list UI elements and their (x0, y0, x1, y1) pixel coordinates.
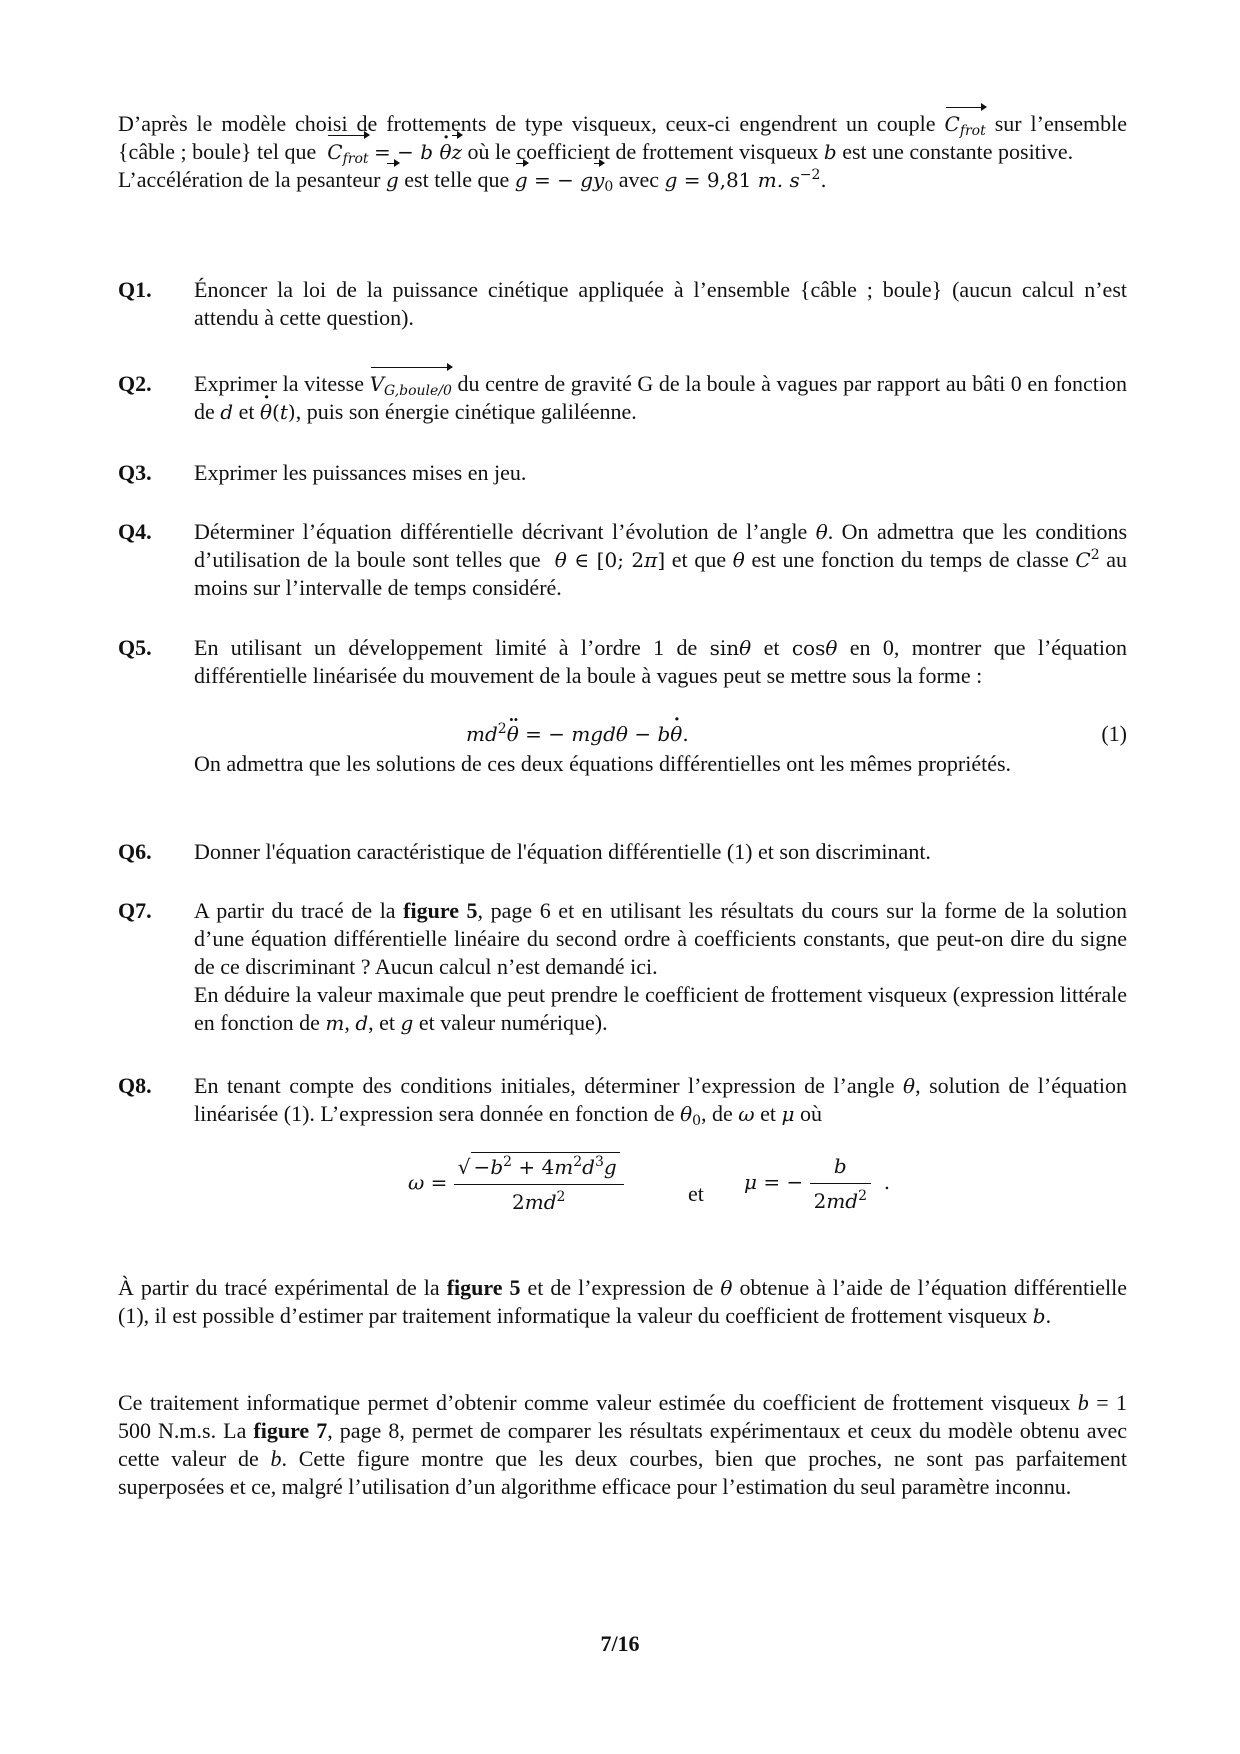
q1-text: Énoncer la loi de la puissance cinétique appliquée à l’ensemble {câble ; boule} (aucun calcul n’est attendu à cette question). (194, 277, 1127, 330)
q7-text-a: A partir du tracé de la (194, 898, 396, 923)
q2-text (194, 370, 1127, 426)
mu-formula: μ = − $\frac{b}{2md^2}$ . (744, 1154, 891, 1213)
equation-1-number: (1) (1101, 721, 1127, 746)
omega: ω (738, 1102, 755, 1126)
var-m: m (325, 1011, 345, 1035)
sin-theta: sinθ (709, 636, 752, 660)
g-equation: g = − $gy_0$ (514, 168, 614, 195)
q5-text-b: et (763, 635, 780, 660)
q2-text-c: et (238, 399, 255, 424)
q7-text: A partir du tracé de la figure 5, page 6 et en utilisant les résultats du cours sur la forme de la solution d’une équation différentielle linéaire du second ordre à coefficients constants, que peut-on dire du signe de ce discriminant ? Aucun calcul n’est demandé ici. En déduire la valeur maximale que peut prendre le coefficient de frottement visqueux (expression littérale en fonction de m, d, et g et valeur numérique). (194, 898, 1127, 1035)
page-number: 7/16 (600, 1631, 640, 1656)
closing-figure5-ref: figure 5 (446, 1275, 521, 1300)
q5-text-d: On admettra que les solutions de ces deux équations différentielles ont les mêmes propriétés. (194, 751, 1012, 776)
q4-text-a: Déterminer l’équation différentielle décrivant l’évolution de l’angle (194, 519, 808, 544)
q5-text-c: en 0, montrer que l’équation différentielle linéarisée du mouvement de la boule à vagues peut se mettre sous la forme : (194, 635, 1128, 688)
theta-4: θ (720, 1276, 733, 1300)
q4-text-d: est une fonction du temps de classe (751, 547, 1069, 572)
q8-text-b: , solution de l’équation linéarisée (1). L’expression sera donnée en fonction de (194, 1073, 1127, 1126)
equation-1-expr: $md^2\cdot\cdot \theta$ = − mgdθ − b· θ. (466, 720, 689, 748)
var-d: d (220, 400, 234, 424)
omega-fraction: $\frac{√ -b^2 + 4m^2d^3g}{2md^2}$ (454, 1152, 624, 1216)
var-b-4: b (270, 1446, 282, 1471)
couple-vector-2: $C_{frot}$ (327, 140, 369, 167)
var-d-2: d (355, 1011, 369, 1035)
closing-text-2c: , page 8, permet de comparer les résultats expérimentaux et ceux du modèle obtenu avec cette valeur de (118, 1418, 1127, 1471)
q6-text: Donner l'équation caractéristique de l'équation différentielle (1) et son discriminant. (194, 839, 931, 864)
closing-text-2b: = 1 500 N.m.s. La (118, 1390, 1128, 1443)
theta-0: $\theta_0$ (680, 1102, 702, 1129)
q6-label: Q6. (118, 839, 152, 864)
intro-text-7: avec (618, 167, 660, 192)
q1-label: Q1. (118, 277, 152, 302)
intro-paragraph (118, 110, 1127, 194)
closing-text-1b: et de l’expression de (527, 1275, 714, 1300)
class-c2: $C^2$ (1075, 547, 1100, 572)
theta-3: θ (903, 1074, 916, 1098)
q5-label: Q5. (118, 635, 152, 660)
theta-range: θ ∈ [0; 2π] (554, 548, 666, 572)
couple-equation: = − b · θz (374, 140, 462, 164)
intro-text-4: est une constante positive. (842, 139, 1074, 164)
closing-text-1c: obtenue à l’aide de l’équation différentielle (1), il est possible d’estimer par traitement informatique la valeur du coefficient de frottement visqueux (118, 1275, 1128, 1328)
q5-text (194, 634, 1127, 690)
q5-text-a: En utilisant un développement limité à l’ordre 1 de (194, 635, 698, 660)
q7-text-b: , page 6 et en utilisant les résultats du cours sur la forme de la solution d’une équation différentielle linéaire du second ordre à coefficients constants, que peut-on dire du signe de ce discriminant ? Aucun calcul n’est demandé ici. (194, 898, 1127, 979)
g-value: 9,81 (706, 168, 752, 192)
theta: θ (815, 520, 828, 544)
q2-text-d: , puis son énergie cinétique galiléenne. (295, 399, 637, 424)
velocity-vector: $V_{G,boule/0}$ (369, 372, 452, 399)
theta-2: θ (732, 548, 745, 572)
q4-text-e: au moins sur l’intervalle de temps considéré. (194, 547, 1128, 600)
q7-text-c: En déduire la valeur maximale que peut prendre le coefficient de frottement visqueux (expression littérale en fonction de (194, 982, 1127, 1035)
q7-figure-ref: figure 5 (403, 898, 478, 923)
closing-text-2a: Ce traitement informatique permet d’obtenir comme valeur estimée du coefficient de frottement visqueux (118, 1390, 1071, 1415)
couple-vector: $C_{frot}$ (944, 112, 986, 139)
q3-text: Exprimer les puissances mises en jeu. (194, 460, 527, 485)
closing-figure7-ref: figure 7 (253, 1418, 328, 1443)
equation-1 (194, 720, 1127, 750)
intro-text-6: est telle que (404, 167, 510, 192)
closing-paragraph-1: À partir du tracé expérimental de la figure 5 et de l’expression de θ obtenue à l’aide de l’équation différentielle (1), il est possible d’estimer par traitement informatique la valeur du coefficient de frottement visqueux b. (118, 1275, 1128, 1328)
q8-text-e: où (800, 1101, 822, 1126)
q2-text-b: du centre de gravité G de la boule à vagues par rapport au bâti 0 en fonction de (194, 371, 1127, 424)
q8-text-a: En tenant compte des conditions initiales, déterminer l’expression de l’angle (194, 1073, 895, 1098)
g-vector: g (385, 168, 399, 192)
intro-text-5: L’accélération de la pesanteur (118, 167, 381, 192)
intro-text-3: où le coefficient de frottement visqueux (467, 139, 819, 164)
closing-text-1a: À partir du tracé expérimental de la (118, 1275, 440, 1300)
cos-theta: cosθ (791, 636, 838, 660)
q7-text-d: , et (368, 1010, 396, 1035)
closing-text-2d: . Cette figure montre que les deux courbes, bien que proches, ne sont pas parfaitement superposées et ce, malgré l’utilisation d’un algorithme efficace pour l’estimation du seul paramètre inconnu. (118, 1446, 1127, 1499)
var-b-3: b (1077, 1390, 1089, 1415)
mu-fraction: $\frac{b}{2md^2}$ (810, 1152, 871, 1215)
q4-text-c: et que (671, 547, 727, 572)
q8-text (194, 1072, 1127, 1128)
q8-text-c: , de (701, 1101, 733, 1126)
q8-text-d: et (760, 1101, 776, 1126)
q4-label: Q4. (118, 519, 152, 544)
q7-label: Q7. (118, 898, 152, 923)
var-b: b (823, 140, 837, 164)
formula-et: et (688, 1181, 704, 1206)
g-unit: m. s (757, 168, 800, 192)
q2-text-a: Exprimer la vitesse (194, 371, 364, 396)
var-g: g (400, 1011, 414, 1035)
closing-paragraph-2 (118, 1389, 1127, 1501)
q4-text (194, 518, 1127, 602)
q8-label: Q8. (118, 1073, 152, 1098)
g-exp: −2 (799, 167, 821, 183)
q3-label: Q3. (118, 460, 152, 485)
var-b-2: b (1032, 1304, 1046, 1328)
intro-text-1: D’après le modèle choisi de frottements de type visqueux, ceux-ci engendrent un couple (118, 111, 936, 136)
g-value-expr: g = 9,81 m. $s^{-2}$. (664, 167, 827, 192)
intro-text-2: sur l’ensemble {câble ; boule} tel que (118, 111, 1128, 164)
q7-text-e: et valeur numérique). (418, 1010, 608, 1035)
q4-text-b: . On admettra que les conditions d’utilisation de la boule sont telles que (194, 519, 1128, 572)
theta-dot-t: · θ(t) (260, 400, 296, 424)
omega-formula: ω = $\frac{√ -b^2 + 4m^2d^3g}{2md^2}$ (408, 1152, 624, 1216)
q2-label: Q2. (118, 371, 152, 396)
mu: μ (781, 1102, 795, 1126)
